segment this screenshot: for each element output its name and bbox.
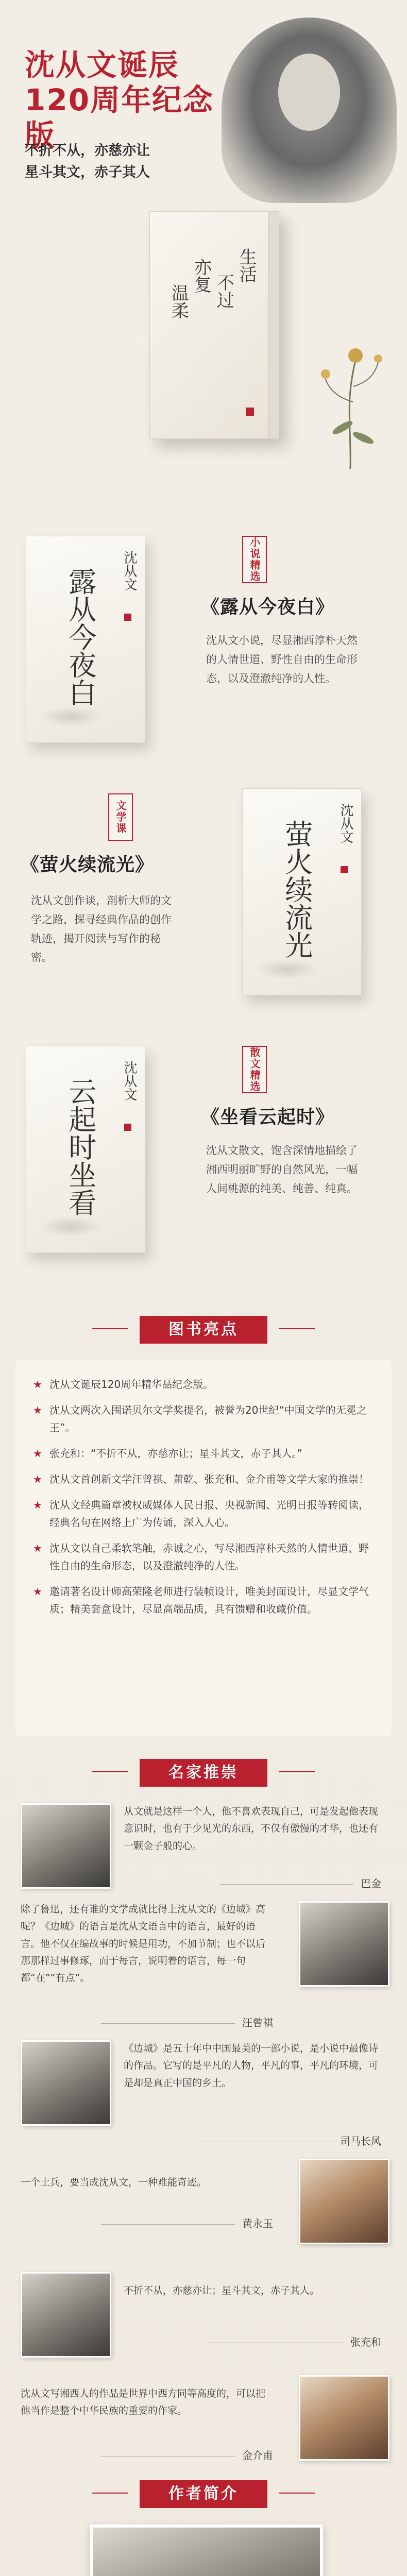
seal-stamp [246,408,254,416]
author-portrait [222,18,397,203]
highlight-item: ★ 邀请著名设计师高荣隆老师进行装帧设计，唯美封面设计，尽显文学气质；精美套盒设计，尽显高端品质，具有馈赠和收藏价值。 [33,1583,374,1618]
highlights-header [0,1309,407,1350]
author-photo [90,2524,323,2576]
highlights-list [15,1360,392,1618]
recommendation-quote: 不折不从，亦慈亦让；星斗其文，赤子其人。 [124,2285,320,2296]
highlight-item: ★ 沈从文以自己柔软笔触，赤诚之心，写尽湘西淳朴天然的人情世道、野性自由的生命形态，以及澄澈纯净的人性。 [33,1539,374,1574]
book-title-3: 《坐看云起时》 [201,1107,335,1128]
recommendation-quote: 一个土兵，要当成沈从文，一种难能奇迹。 [21,2177,207,2188]
book-cover-2 [242,788,362,995]
book-desc-3: 沈从文散文，饱含深情地描绘了湘西明丽旷野的自然风光，一幅人间桃源的纯美、纯善、纯真。 [206,1144,358,1195]
book-cover-title: 云起时坐看 [64,1077,97,1216]
highlights-section [15,1360,392,1736]
ink-wash-decoration [256,959,318,979]
book-tag-3: 散文精选 [242,1046,267,1093]
seal-stamp [124,614,131,621]
ink-wash-decoration [40,1216,101,1237]
recommendation-author: 司马长风 [124,2133,381,2148]
book-cover-author: 沈从文 [122,551,137,591]
hero-quote-line2: 星斗其文，赤子其人 [25,164,150,180]
book-desc-1: 沈从文小说，尽显湘西淳朴天然的人情世道、野性自由的生命形态，以及澄澈纯净的人性。 [206,634,358,685]
flower-decoration-icon [314,299,386,469]
highlights-header-label: 图书亮点 [140,1316,267,1344]
recommender-photo [21,1803,111,1889]
highlight-item: ★ 沈从文两次入围诺贝尔文学奖提名，被誉为20世纪“中国文学的无冕之王”。 [33,1401,374,1436]
recommendation-author: 黄永玉 [21,2215,273,2230]
author-header-label: 作者简介 [140,2480,267,2508]
recommendation-quote: 除了鲁迅，还有谁的文学成就比得上沈从文的《边城》高呢？《边城》的语言是沈从文语言中的语言，最好的语言。他不仅在编故事的时候是用功，不加节制；也不以后那那样过事修琢，而于每言，说明着的语言，每一句都“在”“有点”。 [21,1904,266,1984]
recommendation-author: 汪曾祺 [21,2014,273,2029]
book-cover-author: 沈从文 [122,1061,137,1101]
hero-box-col2: 不过 [213,274,234,309]
book-section-3 [0,1030,407,1298]
highlight-item: ★ 沈从文首创新文学汪曾祺、萧乾、张充和、金介甫等文学大家的推崇！ [33,1470,374,1488]
book-tag-2: 文学课 [108,793,133,841]
hero-quote [25,140,210,183]
recommender-photo [299,2159,389,2244]
ink-wash-decoration [40,706,101,727]
recommendation-author: 张充和 [124,2334,381,2349]
book-title-1: 《露从今夜白》 [201,597,335,618]
hero-title-line1: 沈从文诞辰 [25,47,180,82]
highlight-item: ★ 张充和：“不折不从，亦慈亦让；星斗其文，赤子其人。” [33,1445,374,1462]
highlight-item: ★ 沈从文经典篇章被权威媒体人民日报、央视新闻、光明日报等转阅读，经典名句在网络上广为传诵，深入人心。 [33,1496,374,1531]
recommender-photo [299,1901,389,1987]
recommender-photo [21,2272,111,2358]
book-cover-author: 沈从文 [338,803,353,843]
book-section-2 [0,773,407,1041]
highlight-item: ★ 沈从文诞辰120周年精华品纪念版。 [33,1376,374,1393]
author-header [0,2473,407,2514]
recommender-photo [299,2375,389,2461]
hero-box-col3: 亦复 [191,258,212,293]
recommendations-section [0,1798,407,2576]
recommender-photo [21,2040,111,2126]
seal-stamp [124,1124,131,1131]
hero-section [0,0,407,515]
recommendation-quote: 沈从文写湘西人的作品是世界中西方同等高度的，可以把他当作是整个中华民族的重要的作家。 [21,2388,266,2417]
recommendation-author: 金介甫 [21,2447,273,2462]
book-title-2: 《萤火续流光》 [21,854,155,875]
book-cover-title: 萤火续流光 [280,820,313,959]
book-desc-2: 沈从文创作谈，剖析大师的文学之路，探寻经典作品的创作轨迹，揭开阅读与写作的秘密。 [31,894,172,964]
seal-stamp [341,866,348,873]
hero-box-col4: 温柔 [168,284,189,319]
hero-gift-box [149,211,279,439]
recommendations-header-label: 名家推崇 [140,1759,267,1787]
hero-quote-line1: 不折不从，亦慈亦让 [25,143,150,159]
hero-title-line2: 120周年纪念版 [25,82,214,153]
hero-title [25,47,241,153]
hero-box-spine [268,212,279,438]
recommendation-quote: 《边城》是五十年中中国最美的一部小说，是小说中最像诗的作品。它写的是平凡的人物，平凡的事，平凡的环境，可是却是真正中国的乡土。 [124,2043,379,2089]
hero-box-col1: 生活 [236,248,257,283]
recommendations-header [0,1752,407,1793]
recommendation-quote: 从文就是这样一个人，他不喜欢表现自己，可是发起他表现意识时，也有于少见光的东西，不仅有傲慢的才华，也还有一颗金子般的心。 [124,1806,379,1852]
book-section-1 [0,515,407,783]
book-tag-1: 小说精选 [242,536,267,583]
recommendation-author: 巴金 [124,1875,381,1890]
book-cover-title: 露从今夜白 [64,567,97,706]
book-cover-3 [26,1046,145,1253]
book-cover-1 [26,536,145,743]
